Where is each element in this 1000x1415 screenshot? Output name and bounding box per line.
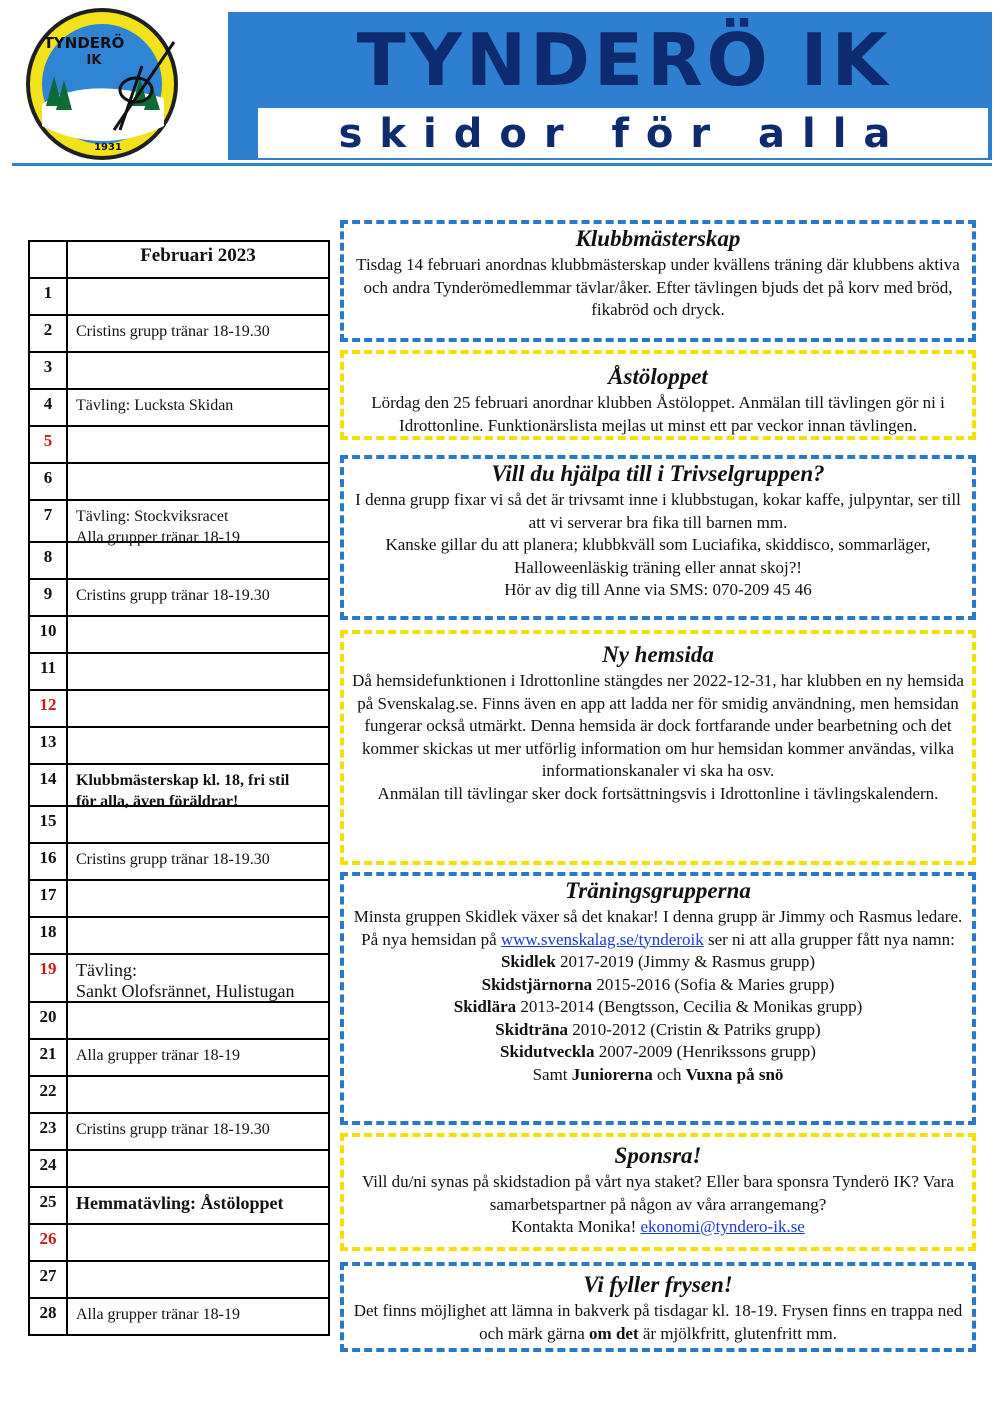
traningsgrupperna-intro-a: Minsta gruppen Skidlek växer så det knakar! I denna grupp är Jimmy och Rasmus ledare. På nya hemsidan på: [353, 907, 963, 949]
calendar-event: Tävling: Lucksta Skidan: [76, 397, 234, 414]
calendar-table: [28, 240, 330, 1336]
calendar-row: [28, 390, 330, 427]
calendar-divider: [66, 765, 68, 805]
calendar-event: Hemmatävling: Åstöloppet: [76, 1193, 284, 1213]
trivselgruppen-text-2: Kanske gillar du att planera; klubbkväll som Luciafika, skiddisco, sommarläger, Halloweenläskig träning eller annat skoj?!: [385, 535, 931, 577]
calendar-divider: [66, 1225, 68, 1260]
calendar-row: [28, 1188, 330, 1225]
frysen-text-a: Det finns möjlighet att lämna in bakverk på tisdagar kl. 18-19. Frysen finns en trappa ned och märk gärna: [353, 1301, 963, 1343]
calendar-row: [28, 543, 330, 580]
calendar-day-number: 16: [39, 848, 57, 867]
group-item: [352, 996, 964, 1019]
calendar-divider: [66, 353, 68, 388]
calendar-row: [28, 353, 330, 390]
logo-year: 1931: [94, 142, 122, 153]
calendar-row: [28, 728, 330, 765]
svenskalag-link[interactable]: www.svenskalag.se/tynderoik: [500, 929, 704, 949]
klubbmasterskap-text: Tisdag 14 februari anordnas klubbmästerskap under kvällens träning där klubbens aktiva och andra Tynderömedlemmar tävlar/åker. Efter tävlingen bjuds det på korv med bröd, fikabröd och dryck.: [356, 255, 960, 319]
club-logo-icon: [24, 6, 180, 162]
box-ny-hemsida: [340, 630, 976, 865]
box-astoloppet: [340, 350, 976, 440]
calendar-day-number: 26: [39, 1229, 57, 1248]
group-details: 2007-2009 (Henrikssons grupp): [594, 1042, 816, 1061]
sponsra-contact-text: Kontakta Monika!: [511, 1217, 641, 1236]
sponsra-text: Vill du/ni synas på skidstadion på vårt nya staket? Eller bara sponsra Tynderö IK? Vara samarbetspartner på någon av våra arrangemang?: [361, 1172, 954, 1214]
calendar-event: Cristins grupp tränar 18-19.30: [76, 323, 270, 340]
calendar-day-number: 25: [39, 1192, 57, 1211]
calendar-day-number: 7: [43, 505, 53, 524]
group-name: Skidstjärnorna: [481, 974, 593, 994]
group-item: [352, 1041, 964, 1064]
calendar-day-number: 23: [39, 1118, 57, 1137]
group-last-a: Samt: [532, 1064, 572, 1084]
box-frysen: [340, 1262, 976, 1352]
calendar-divider: [66, 1262, 68, 1297]
calendar-divider: [66, 316, 68, 351]
calendar-day-number: 12: [39, 695, 57, 714]
calendar-divider: [66, 1114, 68, 1149]
klubbmasterskap-title: Klubbmästerskap: [575, 226, 741, 251]
calendar-day-number: 9: [43, 584, 53, 603]
calendar-day-number: 8: [43, 547, 53, 566]
box-sponsra: [340, 1133, 976, 1251]
sponsra-contact: [352, 1216, 964, 1239]
group-item: [352, 951, 964, 974]
header-banner: [228, 12, 992, 160]
frysen-text-b: om det: [589, 1323, 639, 1343]
calendar-divider: [66, 955, 68, 1001]
calendar-divider: [66, 1299, 68, 1334]
calendar-divider: [66, 1188, 68, 1223]
calendar-row: [28, 427, 330, 464]
calendar-event: Cristins grupp tränar 18-19.30: [76, 851, 270, 868]
calendar-row: [28, 654, 330, 691]
calendar-title: Februari 2023: [140, 245, 256, 266]
calendar-day-number: 1: [43, 283, 53, 302]
calendar-event: Tävling: Sankt Olofsrännet, Hulistugan: [76, 960, 295, 1001]
calendar-row: [28, 1262, 330, 1299]
email-link[interactable]: ekonomi@tyndero-ik.se: [640, 1217, 805, 1236]
astoloppet-text: Lördag den 25 februari anordnar klubben Åstöloppet. Anmälan till tävlingen gör ni i Idrottonline. Funktionärslista mejlas ut minst ett par veckor innan tävlingen.: [371, 393, 945, 435]
calendar-day-number: 19: [39, 959, 57, 978]
calendar-divider: [66, 390, 68, 425]
calendar-divider: [66, 807, 68, 842]
calendar-row: [28, 316, 330, 353]
calendar-day-number: 4: [43, 394, 53, 413]
calendar-divider: [66, 543, 68, 578]
calendar-divider: [66, 1040, 68, 1075]
group-name: Skidträna: [495, 1019, 569, 1039]
calendar-event: Tävling: Stockviksracet Alla grupper tränar 18-19: [76, 508, 240, 546]
logo-sub-text: IK: [86, 53, 102, 68]
logo-top-text: TYNDERÖ: [43, 34, 125, 52]
calendar-day-number: 6: [43, 468, 53, 487]
calendar-row: [28, 881, 330, 918]
calendar-day-number: 3: [43, 357, 53, 376]
calendar-divider: [66, 1151, 68, 1186]
calendar-day-number: 15: [39, 811, 57, 830]
calendar-event: Alla grupper tränar 18-19: [76, 1306, 240, 1323]
group-name: Skidutveckla: [500, 1042, 595, 1061]
calendar-divider: [66, 844, 68, 879]
calendar-row: [28, 918, 330, 955]
calendar-divider: [66, 918, 68, 953]
group-item: [352, 1019, 964, 1042]
calendar-event: Cristins grupp tränar 18-19.30: [76, 587, 270, 604]
group-item: [352, 974, 964, 997]
calendar-row: [28, 691, 330, 728]
traningsgrupperna-intro-b: ser ni att alla grupper fått nya namn:: [703, 929, 955, 949]
calendar-divider: [66, 691, 68, 726]
calendar-divider: [66, 617, 68, 652]
calendar-header: [28, 242, 330, 279]
calendar-row: [28, 1003, 330, 1040]
calendar-row: [28, 1299, 330, 1336]
box-trivselgruppen: [340, 455, 976, 620]
calendar-day-number: 14: [39, 769, 57, 788]
group-details: 2010-2012 (Cristin & Patriks grupp): [568, 1019, 821, 1039]
group-name: Skidlek: [500, 952, 556, 971]
calendar-row: [28, 1114, 330, 1151]
group-details: 2013-2014 (Bengtsson, Cecilia & Monikas grupp): [516, 997, 863, 1016]
calendar-day-number: 24: [39, 1155, 57, 1174]
trivselgruppen-title: Vill du hjälpa till i Trivselgruppen?: [491, 461, 825, 486]
ny-hemsida-text-2: Anmälan till tävlingar sker dock fortsättningsvis i Idrottonline i tävlingskalendern.: [377, 783, 939, 803]
calendar-row: [28, 807, 330, 844]
astoloppet-title: Åstöloppet: [608, 364, 708, 389]
ny-hemsida-title: Ny hemsida: [602, 642, 714, 667]
calendar-divider: [66, 654, 68, 689]
calendar-row: [28, 1077, 330, 1114]
frysen-text-c: är mjölkfritt, glutenfritt mm.: [638, 1323, 837, 1343]
sponsra-title: Sponsra!: [614, 1143, 702, 1168]
calendar-day-number: 5: [43, 431, 53, 450]
traningsgrupperna-title: Träningsgrupperna: [565, 878, 751, 903]
calendar-day-number: 28: [39, 1303, 57, 1322]
calendar-row: [28, 1225, 330, 1262]
club-name: TYNDERÖ IK: [356, 18, 892, 102]
calendar-day-number: 17: [39, 885, 57, 904]
calendar-day-number: 21: [39, 1044, 57, 1063]
club-slogan: skidor för alla: [258, 108, 988, 158]
trivselgruppen-contact: Hör av dig till Anne via SMS: 070-209 45 46: [504, 580, 812, 599]
calendar-day-number: 2: [43, 320, 53, 339]
calendar-divider: [66, 464, 68, 499]
frysen-title: Vi fyller frysen!: [583, 1272, 733, 1297]
calendar-divider: [66, 1077, 68, 1112]
calendar-row: [28, 617, 330, 654]
calendar-event: Klubbmästerskap kl. 18, fri stil för alla, även föräldrar!: [76, 772, 290, 810]
page-header: [0, 0, 1000, 170]
group-details: 2015-2016 (Sofia & Maries grupp): [592, 974, 835, 994]
calendar-day-number: 27: [39, 1266, 57, 1285]
group-last-b: Juniorerna: [571, 1064, 653, 1084]
group-last-c: och: [652, 1064, 686, 1084]
calendar-day-number: 18: [39, 922, 57, 941]
calendar-divider: [66, 728, 68, 763]
calendar-divider: [66, 881, 68, 916]
box-traningsgrupperna: [340, 872, 976, 1125]
box-klubbmasterskap: [340, 220, 976, 342]
calendar-event: Alla grupper tränar 18-19: [76, 1047, 240, 1064]
calendar-row: [28, 1040, 330, 1077]
calendar-row: [28, 501, 330, 546]
calendar-row: [28, 279, 330, 316]
calendar-event: Cristins grupp tränar 18-19.30: [76, 1121, 270, 1138]
group-last-d: Vuxna på snö: [685, 1064, 784, 1084]
calendar-divider: [66, 580, 68, 615]
calendar-day-number: 20: [39, 1007, 57, 1026]
group-list-last: [352, 1064, 964, 1087]
group-name: Skidlära: [453, 997, 517, 1016]
calendar-divider: [66, 501, 68, 541]
calendar-row: [28, 580, 330, 617]
calendar-row: [28, 464, 330, 501]
calendar-day-number: 10: [39, 621, 57, 640]
group-details: 2017-2019 (Jimmy & Rasmus grupp): [555, 952, 816, 971]
calendar-row: [28, 765, 330, 810]
frysen-text: [352, 1300, 964, 1345]
calendar-row: [28, 1151, 330, 1188]
calendar-row: [28, 844, 330, 881]
trivselgruppen-text-1: I denna grupp fixar vi så det är trivsamt inne i klubbstugan, kokar kaffe, julpyntar, ser till att vi serverar bra fika till barnen mm.: [355, 490, 961, 532]
calendar-divider: [66, 1003, 68, 1038]
calendar-day-number: 13: [39, 732, 57, 751]
traningsgrupperna-intro: [352, 906, 964, 951]
calendar-day-number: 22: [39, 1081, 57, 1100]
ny-hemsida-text-1: Då hemsidefunktionen i Idrottonline stängdes ner 2022-12-31, har klubben en ny hemsida på Svenskalag.se. Finns även en app att ladda ner för smidig användning, men hemsidan fungerar också utmärkt. Denna hemsida är dock fortfarande under bearbetning och det kommer skickas ut mer utförlig information om hur hemsidan kommer användas, vilka informationskanaler vi ska ha osv.: [352, 671, 964, 780]
group-list: [352, 951, 964, 1064]
calendar-divider: [66, 279, 68, 314]
calendar-row: [28, 955, 330, 1003]
calendar-day-number: 11: [39, 658, 57, 677]
header-divider: [12, 163, 992, 166]
calendar-divider: [66, 427, 68, 462]
